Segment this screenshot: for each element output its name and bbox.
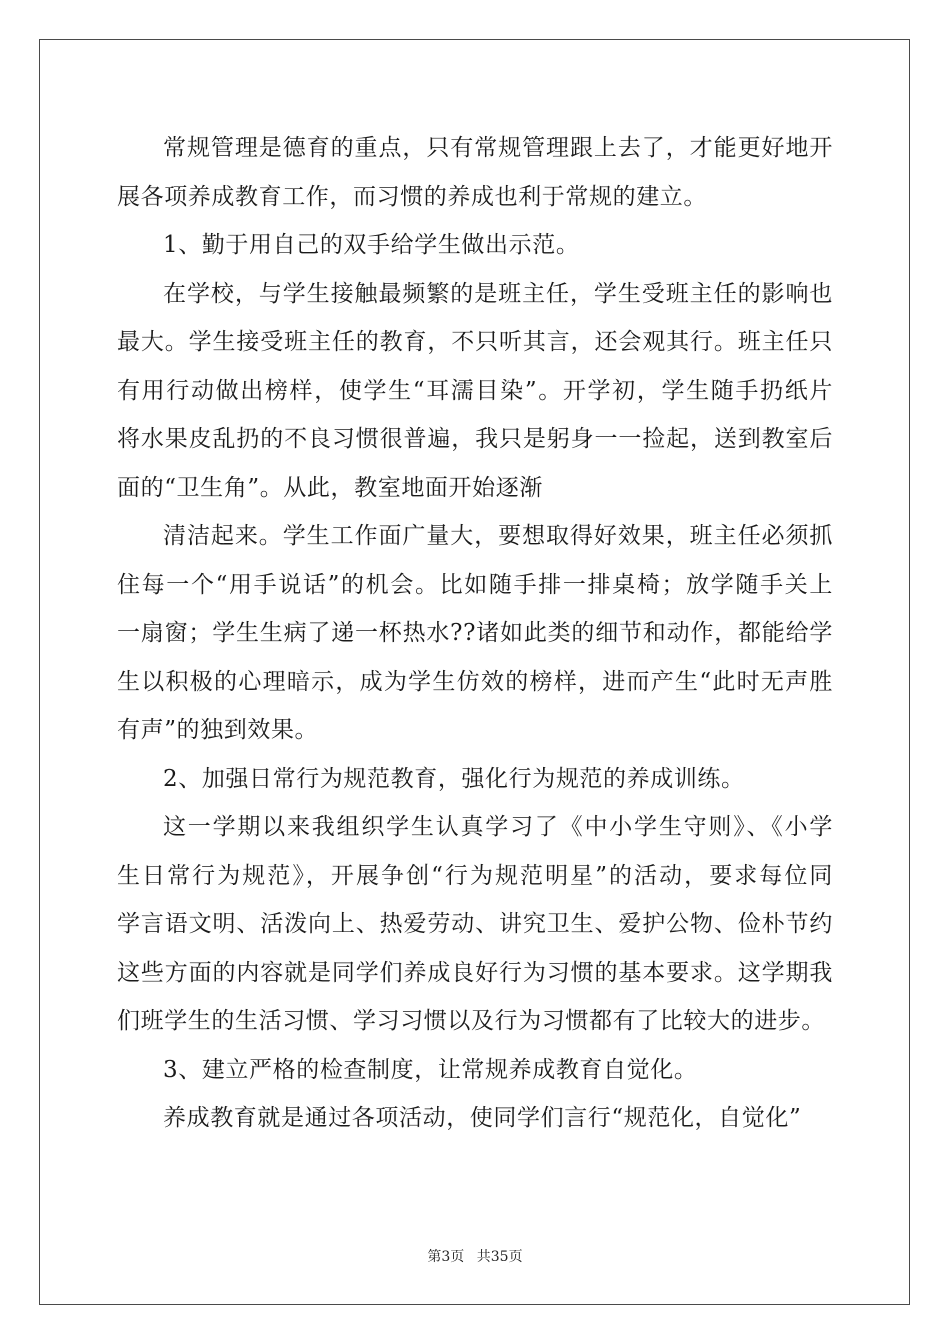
- text-line: 3、建立严格的检查制度，让常规养成教育自觉化。: [163, 1056, 698, 1083]
- text-line: 2、加强日常行为规范教育，强化行为规范的养成训练。: [163, 765, 745, 792]
- text-line: 最大。学生接受班主任的教育，不只听其言，还会观其行。班主任只: [117, 329, 833, 355]
- page-number: 第3页: [427, 1249, 465, 1265]
- paragraph: [117, 124, 833, 221]
- text-line: 展各项养成教育工作，而习惯的养成也利于常规的建立。: [117, 183, 707, 210]
- text-line: 生以积极的心理暗示，成为学生仿效的榜样，进而产生“此时无声胜: [117, 668, 833, 695]
- text-line: 这些方面的内容就是同学们养成良好行为习惯的基本要求。这学期我: [117, 959, 833, 986]
- text-line: 清洁起来。学生工作面广量大，要想取得好效果，班主任必须抓: [163, 523, 833, 549]
- text-line: 生日常行为规范》，开展争创“行为规范明星”的活动，要求每位同: [117, 862, 833, 889]
- paragraph: [117, 512, 833, 755]
- page-total: 共35页: [476, 1249, 523, 1265]
- text-line: 住每一个“用手说话”的机会。比如随手排一排桌椅；放学随手关上: [117, 571, 833, 598]
- paragraph: [117, 1046, 833, 1095]
- text-line: 常规管理是德育的重点，只有常规管理跟上去了，才能更好地开: [163, 135, 833, 161]
- text-line: 们班学生的生活习惯、学习习惯以及行为习惯都有了比较大的进步。: [117, 1008, 825, 1034]
- text-line: 学言语文明、活泼向上、热爱劳动、讲究卫生、爱护公物、俭朴节约: [117, 911, 833, 937]
- text-line: 1、勤于用自己的双手给学生做出示范。: [163, 232, 580, 258]
- paragraph: [117, 270, 833, 513]
- text-line: 面的“卫生角”。从此，教室地面开始逐渐: [117, 474, 543, 501]
- paragraph: [117, 221, 833, 270]
- text-line: 这一学期以来我组织学生认真学习了《中小学生守则》、《小学: [163, 814, 833, 840]
- page-footer: [0, 1246, 950, 1266]
- text-line: 有声”的独到效果。: [117, 717, 319, 743]
- paragraph: [117, 803, 833, 1046]
- paragraph: [117, 1094, 833, 1143]
- text-line: 一扇窗；学生生病了递一杯热水??诸如此类的细节和动作，都能给学: [117, 620, 833, 646]
- paragraph: [117, 755, 833, 804]
- text-line: 在学校，与学生接触最频繁的是班主任，学生受班主任的影响也: [163, 280, 833, 307]
- text-line: 有用行动做出榜样，使学生“耳濡目染”。开学初，学生随手扔纸片: [117, 377, 833, 404]
- text-line: 养成教育就是通过各项活动，使同学们言行“规范化，自觉化”: [163, 1105, 802, 1131]
- text-line: 将水果皮乱扔的不良习惯很普遍，我只是躬身一一捡起，送到教室后: [117, 426, 833, 452]
- document-body: [117, 124, 833, 1143]
